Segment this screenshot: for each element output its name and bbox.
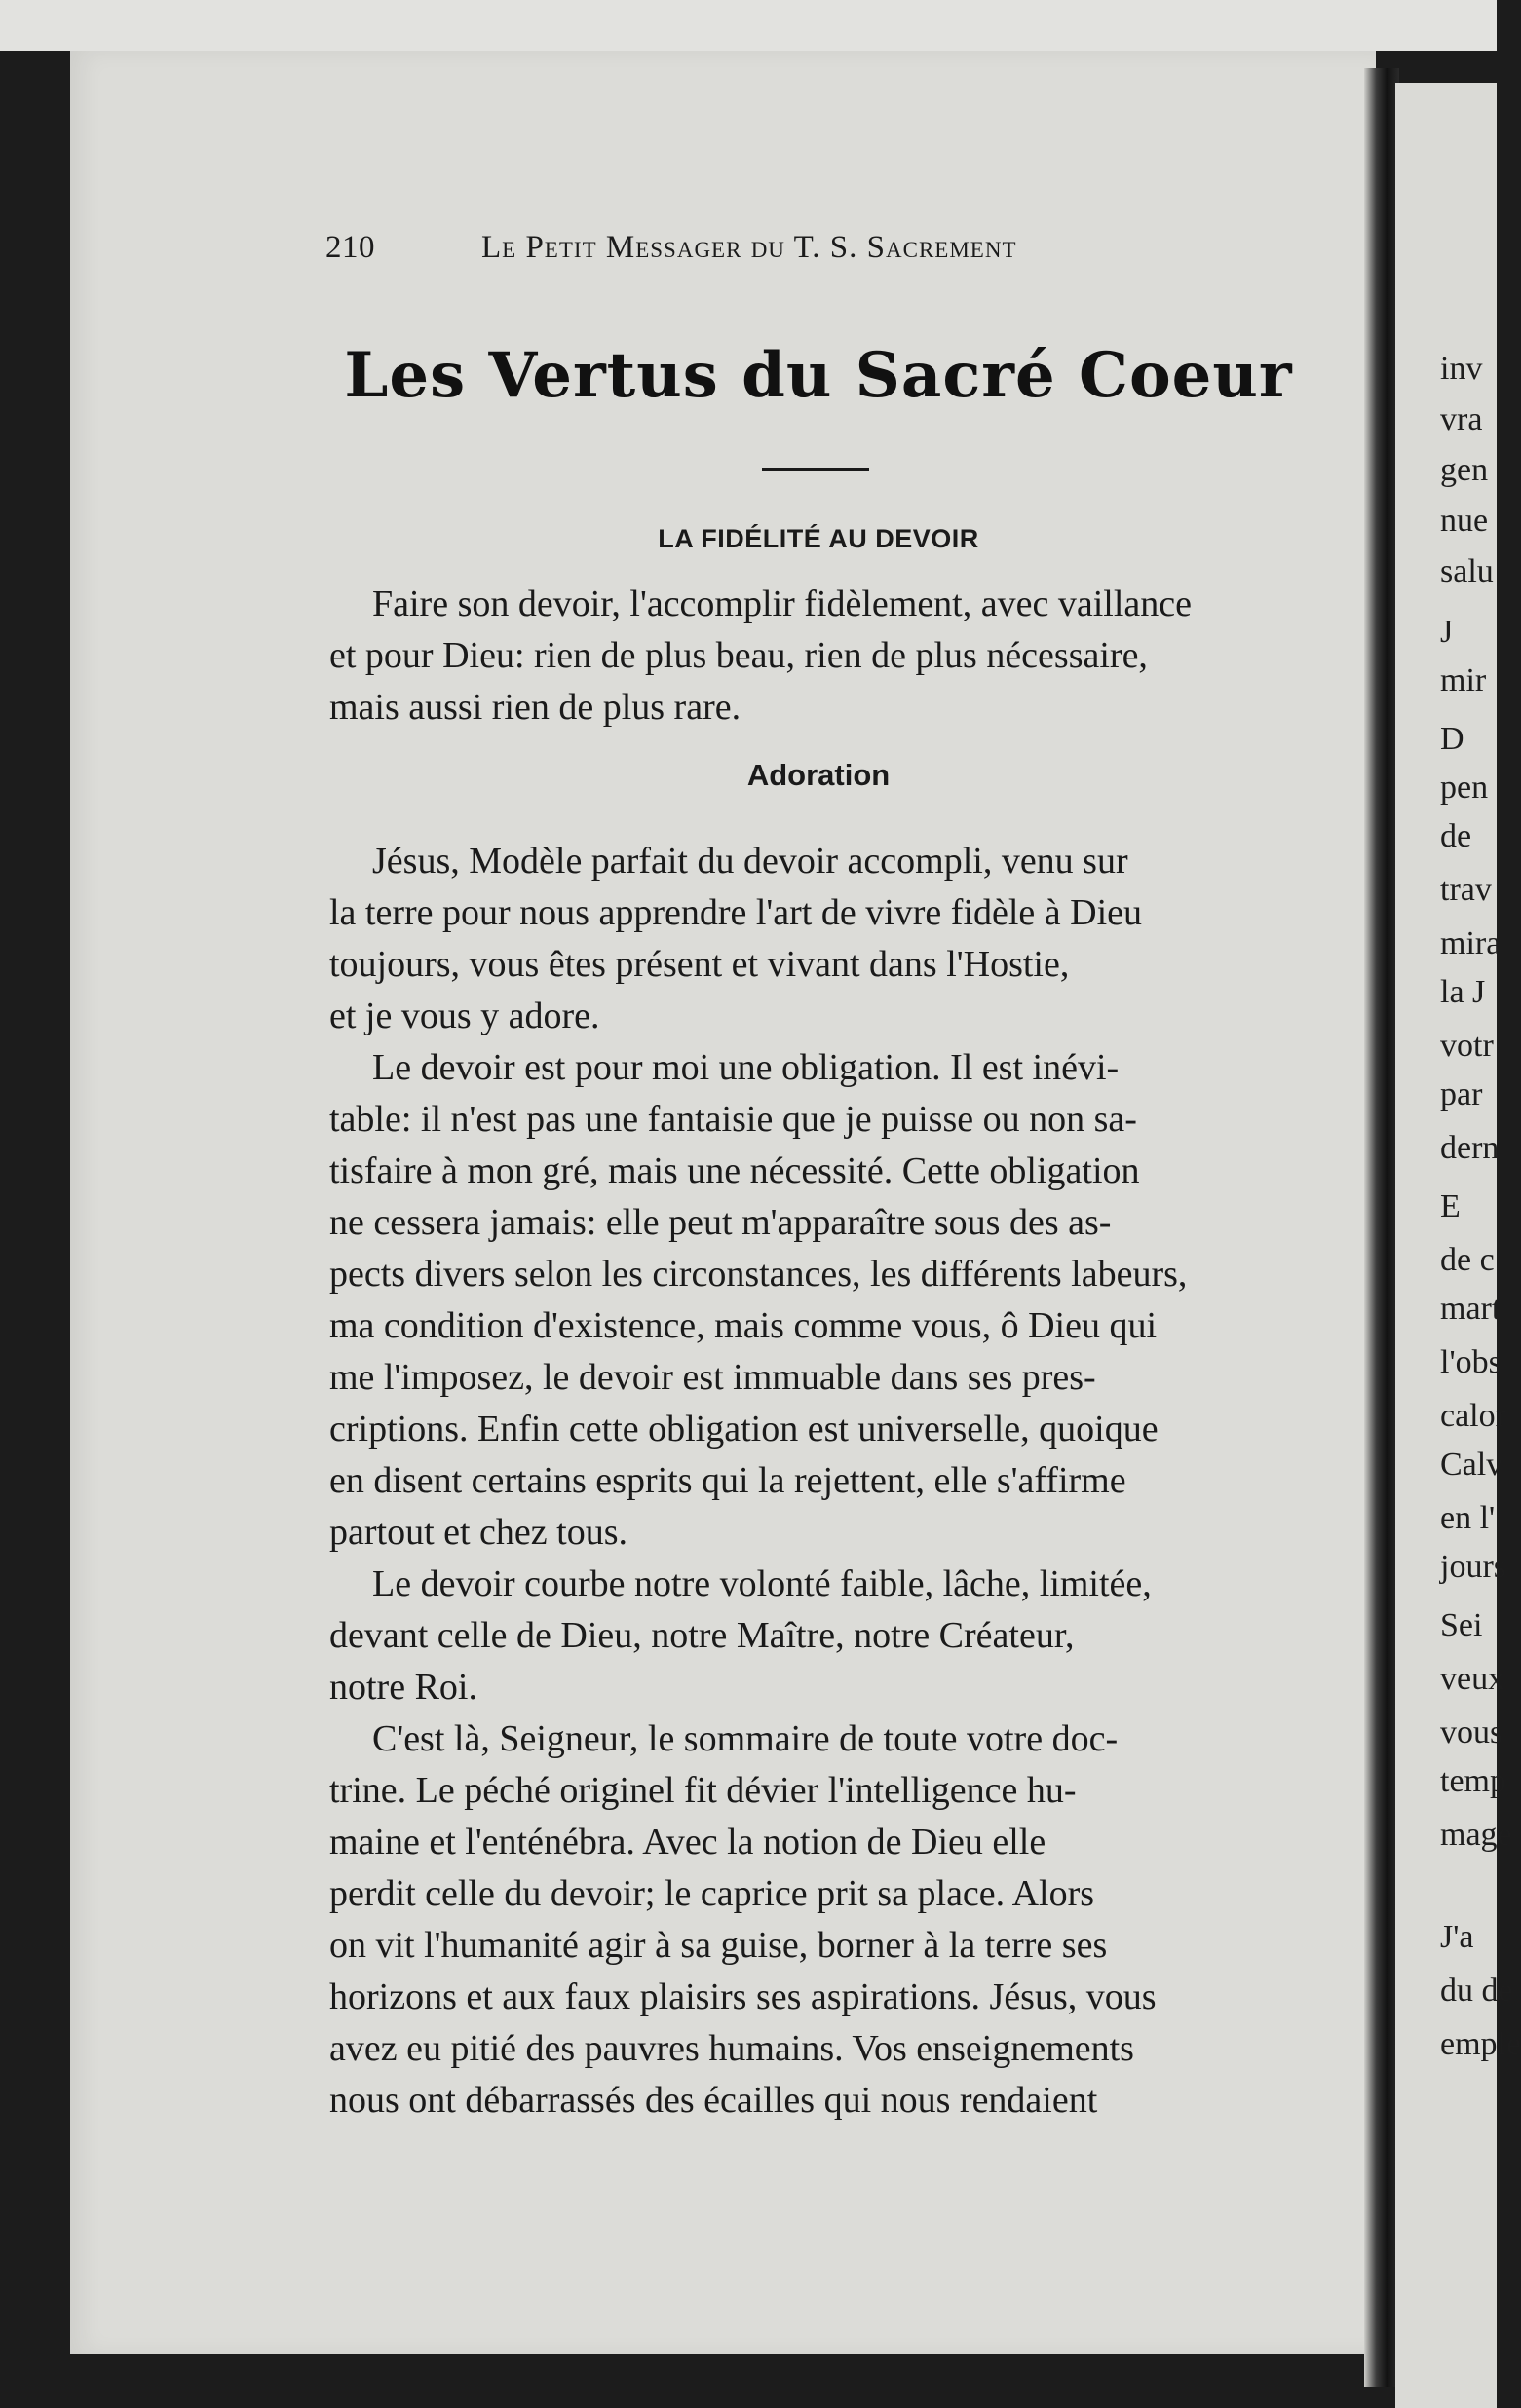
adjacent-fragment: D	[1440, 721, 1464, 757]
body-line: tisfaire à mon gré, mais une nécessité. Cette obligation	[329, 1150, 1140, 1191]
adjacent-fragment: salu	[1440, 553, 1494, 589]
scan-top-edge	[0, 0, 1497, 51]
adjacent-fragment: E	[1440, 1188, 1461, 1224]
body-line: me l'imposez, le devoir est immuable dans ses pres-	[329, 1357, 1096, 1398]
body-line: Jésus, Modèle parfait du devoir accompli, venu sur	[372, 841, 1128, 882]
page-number: 210	[325, 230, 375, 265]
adjacent-fragment: la J	[1440, 974, 1486, 1010]
intro-line: mais aussi rien de plus rare.	[329, 687, 741, 728]
body-line: ma condition d'existence, mais comme vous, ô Dieu qui	[329, 1305, 1158, 1346]
body-line: et je vous y adore.	[329, 996, 600, 1036]
body-line: pects divers selon les circonstances, les différents labeurs,	[329, 1254, 1188, 1295]
adjacent-fragment: de c	[1440, 1242, 1495, 1278]
intro-line: et pour Dieu: rien de plus beau, rien de plus nécessaire,	[329, 635, 1148, 676]
adjacent-fragment: l'obs	[1440, 1344, 1502, 1380]
body-line: table: il n'est pas une fantaisie que je puisse ou non sa-	[329, 1099, 1137, 1140]
body-text	[329, 836, 1366, 2126]
adjacent-fragment: vra	[1440, 401, 1483, 437]
adjacent-fragment: en l'	[1440, 1500, 1496, 1536]
body-line: maine et l'enténébra. Avec la notion de Dieu elle	[329, 1822, 1046, 1862]
adjacent-fragment: jours	[1440, 1549, 1506, 1585]
adjacent-fragment: trav	[1440, 872, 1492, 908]
body-line: nous ont débarrassés des écailles qui nous rendaient	[329, 2080, 1098, 2121]
adjacent-fragment: mira	[1440, 925, 1502, 961]
body-line: on vit l'humanité agir à sa guise, borner à la terre ses	[329, 1925, 1108, 1966]
body-line: partout et chez tous.	[329, 1512, 628, 1553]
body-line: notre Roi.	[329, 1667, 477, 1708]
adjacent-fragment: du de	[1440, 1973, 1513, 2009]
body-line: en disent certains esprits qui la rejettent, elle s'affirme	[329, 1460, 1126, 1501]
adjacent-page-text	[1440, 351, 1521, 2201]
adjacent-fragment: mage	[1440, 1817, 1512, 1853]
body-line: C'est là, Seigneur, le sommaire de toute votre doc-	[372, 1718, 1119, 1759]
running-header	[325, 230, 1300, 279]
adjacent-fragment: inv	[1440, 351, 1483, 387]
adjacent-fragment: calor	[1440, 1398, 1506, 1434]
adjacent-fragment: pen	[1440, 770, 1489, 806]
intro-paragraph	[329, 579, 1366, 734]
section-heading: Adoration	[746, 758, 891, 792]
body-line: Le devoir est pour moi une obligation. Il est inévi-	[372, 1047, 1120, 1088]
adjacent-fragment: de	[1440, 818, 1472, 854]
body-line: criptions. Enfin cette obligation est universelle, quoique	[329, 1409, 1159, 1449]
adjacent-fragment: gen	[1440, 452, 1489, 488]
body-line: perdit celle du devoir; le caprice prit sa place. Alors	[329, 1873, 1095, 1914]
adjacent-fragment: J	[1440, 614, 1454, 650]
body-line: Le devoir courbe notre volonté faible, lâche, limitée,	[372, 1563, 1152, 1604]
adjacent-fragment: mart	[1440, 1291, 1502, 1327]
body-line: avez eu pitié des pauvres humains. Vos enseignements	[329, 2028, 1134, 2069]
adjacent-fragment: dern	[1440, 1130, 1500, 1166]
adjacent-fragment: J'a	[1440, 1919, 1474, 1955]
running-title: Le Petit Messager du T. S. Sacrement	[481, 230, 1017, 265]
book-gutter	[1364, 68, 1399, 2387]
body-line: trine. Le péché originel fit dévier l'intelligence hu-	[329, 1770, 1077, 1811]
body-line: la terre pour nous apprendre l'art de vivre fidèle à Dieu	[329, 892, 1143, 933]
adjacent-fragment: nue	[1440, 503, 1489, 539]
article-subtitle: LA FIDÉLITÉ AU DEVOIR	[658, 524, 979, 553]
adjacent-fragment: Sei	[1440, 1607, 1483, 1643]
intro-line: Faire son devoir, l'accomplir fidèlement, avec vaillance	[372, 583, 1192, 624]
adjacent-fragment: Calv	[1440, 1447, 1503, 1483]
adjacent-fragment: votr	[1440, 1028, 1494, 1064]
article-title: Les Vertus du Sacré Coeur	[344, 339, 1293, 412]
adjacent-fragment: vous	[1440, 1714, 1503, 1750]
body-line: ne cessera jamais: elle peut m'apparaître sous des as-	[329, 1202, 1112, 1243]
adjacent-fragment: mir	[1440, 662, 1487, 698]
adjacent-fragment: par	[1440, 1076, 1483, 1112]
adjacent-fragment: temp	[1440, 1763, 1506, 1799]
body-line: toujours, vous êtes présent et vivant dans l'Hostie,	[329, 944, 1070, 985]
adjacent-fragment: veux	[1440, 1661, 1505, 1697]
title-rule	[762, 468, 869, 471]
body-line: devant celle de Dieu, notre Maître, notre Créateur,	[329, 1615, 1075, 1656]
body-line: horizons et aux faux plaisirs ses aspirations. Jésus, vous	[329, 1976, 1157, 2017]
adjacent-fragment: emple	[1440, 2026, 1521, 2062]
